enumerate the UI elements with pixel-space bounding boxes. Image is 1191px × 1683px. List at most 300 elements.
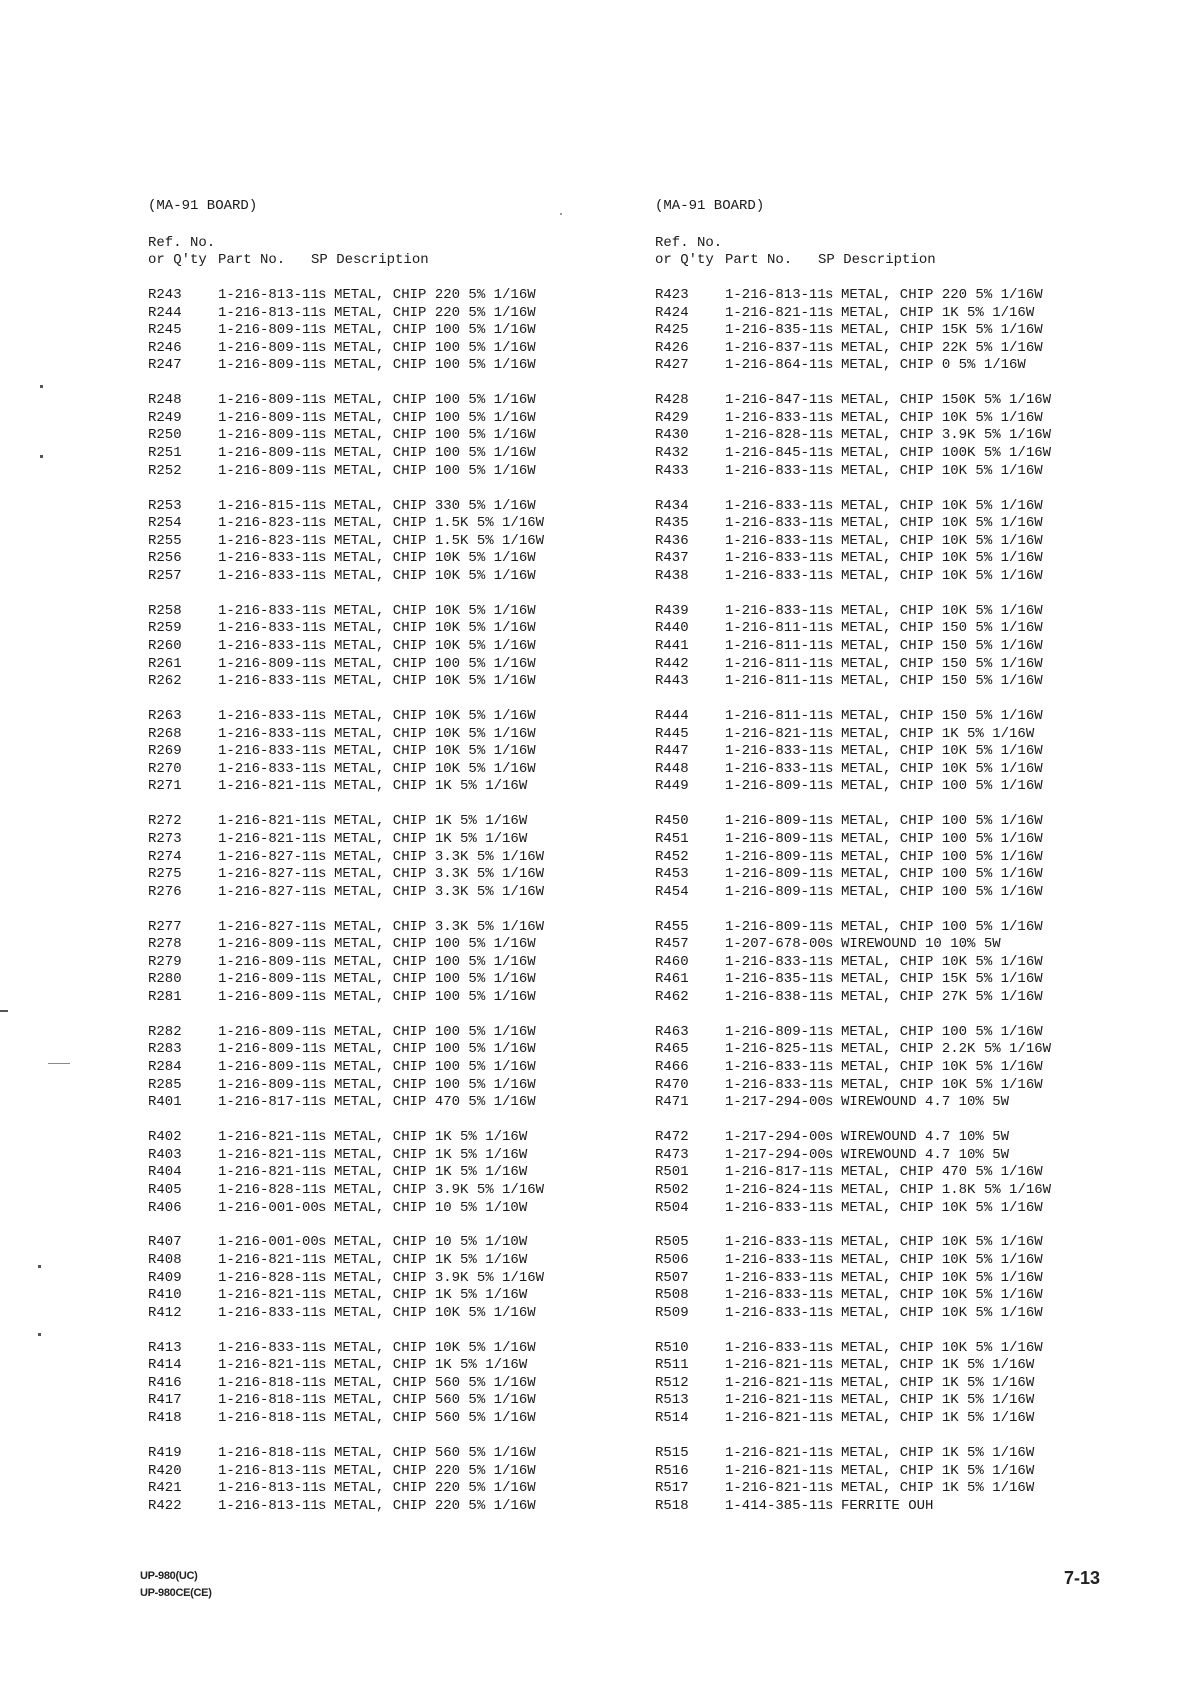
parts-row — [655, 936, 1075, 954]
ref-number: R412 — [148, 1304, 182, 1321]
part-number: 1-216-001-00 — [218, 1234, 319, 1251]
parts-group — [655, 392, 1075, 480]
part-number: 1-216-823-11 — [218, 532, 319, 549]
part-description: METAL, CHIP 220 5% 1/16W — [334, 1497, 536, 1514]
part-description: METAL, CHIP 0 5% 1/16W — [841, 357, 1026, 374]
ref-number: R243 — [148, 287, 182, 303]
parts-row — [148, 445, 568, 463]
ref-number: R454 — [655, 883, 689, 900]
part-number: 1-216-821-11 — [725, 304, 826, 321]
sp-mark: s — [825, 988, 834, 1005]
sp-mark: s — [825, 357, 834, 374]
part-description: METAL, CHIP 100 5% 1/16W — [334, 462, 536, 479]
part-number: 1-216-821-11 — [218, 1251, 319, 1268]
parts-row — [148, 1305, 568, 1323]
part-description: WIREWOUND 4.7 10% 5W — [841, 1146, 1010, 1163]
sp-mark: s — [318, 936, 327, 953]
part-description: METAL, CHIP 470 5% 1/16W — [841, 1164, 1043, 1181]
parts-row — [655, 463, 1075, 481]
sp-mark: s — [318, 637, 327, 654]
parts-row — [655, 392, 1075, 410]
ref-number: R425 — [655, 322, 689, 339]
part-number: 1-216-809-11 — [218, 339, 319, 356]
part-description: WIREWOUND 4.7 10% 5W — [841, 1129, 1010, 1146]
parts-row — [655, 498, 1075, 516]
sp-mark: s — [318, 778, 327, 795]
parts-row — [148, 1077, 568, 1095]
sp-mark: s — [825, 1339, 834, 1356]
ref-number: R257 — [148, 567, 182, 584]
part-number: 1-216-835-11 — [725, 322, 826, 339]
part-description: METAL, CHIP 10 5% 1/10W — [334, 1234, 528, 1251]
part-description: METAL, CHIP 1K 5% 1/16W — [841, 1374, 1035, 1391]
parts-row — [655, 1252, 1075, 1270]
model-number-ce: UP-980CE(CE) — [140, 1587, 212, 1599]
part-description: METAL, CHIP 1K 5% 1/16W — [841, 304, 1035, 321]
parts-row — [148, 498, 568, 516]
part-description: METAL, CHIP 10K 5% 1/16W — [334, 1339, 536, 1356]
part-number: 1-216-818-11 — [218, 1374, 319, 1391]
parts-row — [655, 1024, 1075, 1042]
sp-mark: s — [318, 1287, 327, 1304]
sp-mark: s — [825, 760, 834, 777]
ref-number: R263 — [148, 708, 182, 725]
part-number: 1-216-837-11 — [725, 339, 826, 356]
sp-mark: s — [825, 1374, 834, 1391]
ref-number: R268 — [148, 725, 182, 742]
ref-number: R420 — [148, 1462, 182, 1479]
parts-row — [148, 322, 568, 340]
part-description: METAL, CHIP 1.5K 5% 1/16W — [334, 532, 545, 549]
sp-mark: s — [825, 1444, 834, 1461]
sp-mark: s — [318, 1199, 327, 1216]
parts-row — [655, 1305, 1075, 1323]
parts-row — [655, 620, 1075, 638]
part-number: 1-216-809-11 — [725, 813, 826, 830]
part-description: METAL, CHIP 150 5% 1/16W — [841, 708, 1043, 725]
sp-mark: s — [318, 1234, 327, 1251]
ref-number: R244 — [148, 304, 182, 321]
sp-mark: s — [318, 567, 327, 584]
parts-row — [148, 673, 568, 691]
part-description: METAL, CHIP 100 5% 1/16W — [841, 883, 1043, 900]
part-description: METAL, CHIP 150K 5% 1/16W — [841, 392, 1052, 409]
part-description: METAL, CHIP 10K 5% 1/16W — [334, 620, 536, 637]
ref-number: R444 — [655, 708, 689, 725]
ref-number: R451 — [655, 830, 689, 847]
ref-number: R275 — [148, 866, 182, 883]
parts-row — [655, 919, 1075, 937]
sp-mark: s — [825, 1287, 834, 1304]
part-number: 1-216-809-11 — [218, 1059, 319, 1076]
sp-mark: s — [825, 725, 834, 742]
model-number-uc: UP-980(UC) — [140, 1570, 198, 1582]
part-description: METAL, CHIP 100 5% 1/16W — [334, 392, 536, 409]
ref-number: R507 — [655, 1269, 689, 1286]
part-description: METAL, CHIP 1K 5% 1/16W — [334, 1251, 528, 1268]
part-description: METAL, CHIP 560 5% 1/16W — [334, 1444, 536, 1461]
parts-row — [148, 603, 568, 621]
part-number: 1-216-809-11 — [725, 830, 826, 847]
sp-mark: s — [825, 322, 834, 339]
part-number: 1-216-809-11 — [218, 409, 319, 426]
ref-number: R473 — [655, 1146, 689, 1163]
part-description: METAL, CHIP 3.3K 5% 1/16W — [334, 883, 545, 900]
parts-row — [148, 1182, 568, 1200]
part-number: 1-216-833-11 — [725, 515, 826, 532]
parts-row — [655, 849, 1075, 867]
part-number: 1-216-845-11 — [725, 445, 826, 462]
part-description: METAL, CHIP 100 5% 1/16W — [841, 778, 1043, 795]
sp-mark: s — [318, 1480, 327, 1497]
ref-number: R418 — [148, 1410, 182, 1427]
sp-mark: s — [825, 1497, 834, 1514]
part-description: METAL, CHIP 100 5% 1/16W — [841, 830, 1043, 847]
ref-number: R428 — [655, 392, 689, 409]
ref-number: R504 — [655, 1199, 689, 1216]
ref-number: R261 — [148, 655, 182, 672]
header-description: SP Description — [311, 252, 429, 268]
sp-mark: s — [825, 1357, 834, 1374]
ref-number: R447 — [655, 743, 689, 760]
sp-mark: s — [318, 1269, 327, 1286]
part-description: METAL, CHIP 3.9K 5% 1/16W — [841, 427, 1052, 444]
sp-mark: s — [825, 866, 834, 883]
sp-mark: s — [825, 602, 834, 619]
part-number: 1-216-809-11 — [725, 848, 826, 865]
parts-row — [148, 620, 568, 638]
ref-number: R462 — [655, 988, 689, 1005]
part-number: 1-216-813-11 — [725, 287, 826, 303]
sp-mark: s — [318, 462, 327, 479]
ref-number: R249 — [148, 409, 182, 426]
scan-speck — [38, 1333, 41, 1336]
parts-row — [148, 1094, 568, 1112]
part-number: 1-216-811-11 — [725, 673, 826, 690]
part-number: 1-216-833-11 — [725, 1199, 826, 1216]
sp-mark: s — [825, 1480, 834, 1497]
parts-row — [148, 463, 568, 481]
parts-group — [148, 813, 568, 901]
parts-row — [655, 340, 1075, 358]
sp-mark: s — [318, 655, 327, 672]
ref-number: R413 — [148, 1339, 182, 1356]
ref-number: R282 — [148, 1023, 182, 1040]
parts-row — [148, 884, 568, 902]
part-number: 1-216-823-11 — [218, 515, 319, 532]
part-number: 1-216-815-11 — [218, 497, 319, 514]
ref-number: R409 — [148, 1269, 182, 1286]
parts-group — [148, 919, 568, 1007]
sp-mark: s — [825, 708, 834, 725]
part-number: 1-216-821-11 — [218, 1357, 319, 1374]
part-description: METAL, CHIP 220 5% 1/16W — [334, 1462, 536, 1479]
sp-mark: s — [825, 1059, 834, 1076]
sp-mark: s — [825, 883, 834, 900]
part-description: METAL, CHIP 100K 5% 1/16W — [841, 445, 1052, 462]
ref-number: R445 — [655, 725, 689, 742]
part-number: 1-216-835-11 — [725, 971, 826, 988]
ref-number: R254 — [148, 515, 182, 532]
part-description: METAL, CHIP 10K 5% 1/16W — [841, 1339, 1043, 1356]
sp-mark: s — [318, 445, 327, 462]
sp-mark: s — [318, 883, 327, 900]
ref-number: R278 — [148, 936, 182, 953]
parts-row — [148, 357, 568, 375]
part-description: METAL, CHIP 3.9K 5% 1/16W — [334, 1269, 545, 1286]
ref-number: R514 — [655, 1410, 689, 1427]
part-number: 1-216-809-11 — [725, 883, 826, 900]
part-number: 1-216-833-11 — [218, 1304, 319, 1321]
part-description: WIREWOUND 10 10% 5W — [841, 936, 1001, 953]
ref-number: R256 — [148, 550, 182, 567]
parts-row — [655, 743, 1075, 761]
sp-mark: s — [825, 567, 834, 584]
parts-row — [148, 1147, 568, 1165]
sp-mark: s — [825, 953, 834, 970]
parts-row — [148, 550, 568, 568]
parts-row — [655, 1129, 1075, 1147]
ref-number: R436 — [655, 532, 689, 549]
part-number: 1-216-821-11 — [725, 1480, 826, 1497]
sp-mark: s — [825, 1023, 834, 1040]
parts-row — [655, 550, 1075, 568]
part-number: 1-216-833-11 — [725, 409, 826, 426]
part-description: METAL, CHIP 1K 5% 1/16W — [841, 1410, 1035, 1427]
part-number: 1-216-833-11 — [218, 760, 319, 777]
parts-group — [655, 498, 1075, 586]
ref-number: R438 — [655, 567, 689, 584]
parts-row — [655, 1234, 1075, 1252]
parts-group — [655, 1234, 1075, 1322]
part-description: METAL, CHIP 1.5K 5% 1/16W — [334, 515, 545, 532]
sp-mark: s — [318, 1181, 327, 1198]
sp-mark: s — [318, 866, 327, 883]
sp-mark: s — [825, 637, 834, 654]
part-number: 1-216-809-11 — [218, 322, 319, 339]
part-number: 1-216-821-11 — [725, 1357, 826, 1374]
part-description: METAL, CHIP 560 5% 1/16W — [334, 1374, 536, 1391]
parts-row — [655, 568, 1075, 586]
parts-row — [148, 971, 568, 989]
parts-row — [655, 954, 1075, 972]
parts-row — [148, 410, 568, 428]
part-description: METAL, CHIP 1K 5% 1/16W — [841, 1357, 1035, 1374]
part-description: FERRITE OUH — [841, 1497, 934, 1514]
ref-number: R260 — [148, 637, 182, 654]
sp-mark: s — [825, 532, 834, 549]
part-number: 1-216-809-11 — [218, 427, 319, 444]
part-description: METAL, CHIP 1K 5% 1/16W — [334, 1164, 528, 1181]
ref-number: R252 — [148, 462, 182, 479]
sp-mark: s — [825, 1041, 834, 1058]
part-description: METAL, CHIP 10K 5% 1/16W — [334, 743, 536, 760]
part-description: METAL, CHIP 100 5% 1/16W — [334, 1023, 536, 1040]
part-description: METAL, CHIP 1K 5% 1/16W — [841, 725, 1035, 742]
header-ref-line1: Ref. No. — [655, 235, 723, 251]
part-number: 1-216-809-11 — [218, 655, 319, 672]
parts-row — [148, 1480, 568, 1498]
sp-mark: s — [825, 1251, 834, 1268]
sp-mark: s — [318, 743, 327, 760]
parts-group — [655, 1024, 1075, 1112]
sp-mark: s — [318, 1146, 327, 1163]
part-description: METAL, CHIP 10K 5% 1/16W — [841, 743, 1043, 760]
board-label: (MA-91 BOARD) — [148, 198, 258, 214]
part-description: METAL, CHIP 10 5% 1/10W — [334, 1199, 528, 1216]
part-number: 1-216-813-11 — [218, 287, 319, 303]
part-description: METAL, CHIP 1K 5% 1/16W — [841, 1392, 1035, 1409]
part-description: METAL, CHIP 220 5% 1/16W — [334, 1480, 536, 1497]
sp-mark: s — [825, 550, 834, 567]
ref-number: R272 — [148, 813, 182, 830]
part-number: 1-216-809-11 — [218, 936, 319, 953]
ref-number: R253 — [148, 497, 182, 514]
parts-row — [148, 831, 568, 849]
ref-number: R255 — [148, 532, 182, 549]
part-number: 1-216-828-11 — [218, 1181, 319, 1198]
part-number: 1-216-821-11 — [218, 813, 319, 830]
parts-row — [148, 340, 568, 358]
ref-number: R404 — [148, 1164, 182, 1181]
part-number: 1-216-809-11 — [218, 1023, 319, 1040]
sp-mark: s — [318, 1094, 327, 1111]
part-number: 1-216-821-11 — [218, 1129, 319, 1146]
part-description: METAL, CHIP 10K 5% 1/16W — [841, 602, 1043, 619]
parts-row — [655, 1463, 1075, 1481]
sp-mark: s — [318, 1023, 327, 1040]
part-description: METAL, CHIP 10K 5% 1/16W — [841, 515, 1043, 532]
part-description: METAL, CHIP 10K 5% 1/16W — [334, 673, 536, 690]
ref-number: R285 — [148, 1076, 182, 1093]
parts-row — [655, 533, 1075, 551]
ref-number: R441 — [655, 637, 689, 654]
part-number: 1-216-833-11 — [218, 637, 319, 654]
parts-group — [655, 1129, 1075, 1217]
header-ref-line2: or Q'ty — [655, 252, 714, 268]
sp-mark: s — [318, 830, 327, 847]
parts-group — [655, 708, 1075, 796]
part-description: METAL, CHIP 1K 5% 1/16W — [841, 1480, 1035, 1497]
parts-row — [148, 866, 568, 884]
part-description: METAL, CHIP 1K 5% 1/16W — [841, 1462, 1035, 1479]
part-description: METAL, CHIP 10K 5% 1/16W — [841, 1304, 1043, 1321]
part-description: METAL, CHIP 10K 5% 1/16W — [334, 708, 536, 725]
parts-group — [148, 1234, 568, 1322]
ref-number: R271 — [148, 778, 182, 795]
part-number: 1-216-833-11 — [725, 1059, 826, 1076]
parts-row — [148, 708, 568, 726]
part-number: 1-217-294-00 — [725, 1094, 826, 1111]
part-number: 1-216-827-11 — [218, 866, 319, 883]
parts-group — [148, 287, 568, 375]
ref-number: R283 — [148, 1041, 182, 1058]
parts-row — [655, 778, 1075, 796]
part-number: 1-216-809-11 — [218, 988, 319, 1005]
sp-mark: s — [825, 778, 834, 795]
part-number: 1-216-818-11 — [218, 1444, 319, 1461]
parts-row — [655, 1375, 1075, 1393]
ref-number: R433 — [655, 462, 689, 479]
part-description: METAL, CHIP 100 5% 1/16W — [841, 1023, 1043, 1040]
sp-mark: s — [318, 357, 327, 374]
part-description: METAL, CHIP 150 5% 1/16W — [841, 637, 1043, 654]
parts-group — [148, 392, 568, 480]
scan-speck — [40, 385, 43, 388]
sp-mark: s — [318, 1304, 327, 1321]
parts-group — [148, 1340, 568, 1428]
sp-mark: s — [318, 918, 327, 935]
ref-number: R449 — [655, 778, 689, 795]
sp-mark: s — [825, 620, 834, 637]
part-number: 1-217-294-00 — [725, 1146, 826, 1163]
part-description: METAL, CHIP 10K 5% 1/16W — [841, 760, 1043, 777]
sp-mark: s — [318, 602, 327, 619]
part-number: 1-216-811-11 — [725, 620, 826, 637]
part-description: METAL, CHIP 1K 5% 1/16W — [334, 813, 528, 830]
ref-number: R248 — [148, 392, 182, 409]
parts-row — [655, 866, 1075, 884]
parts-row — [148, 778, 568, 796]
ref-number: R509 — [655, 1304, 689, 1321]
ref-number: R416 — [148, 1374, 182, 1391]
part-number: 1-216-818-11 — [218, 1410, 319, 1427]
part-number: 1-216-827-11 — [218, 848, 319, 865]
parts-row — [655, 1270, 1075, 1288]
part-description: METAL, CHIP 100 5% 1/16W — [334, 1059, 536, 1076]
part-number: 1-216-833-11 — [725, 550, 826, 567]
part-description: METAL, CHIP 1.8K 5% 1/16W — [841, 1181, 1052, 1198]
parts-row — [148, 1375, 568, 1393]
part-description: METAL, CHIP 560 5% 1/16W — [334, 1410, 536, 1427]
part-number: 1-216-821-11 — [725, 1462, 826, 1479]
part-description: METAL, CHIP 10K 5% 1/16W — [841, 532, 1043, 549]
ref-number: R442 — [655, 655, 689, 672]
ref-number: R279 — [148, 953, 182, 970]
parts-row — [148, 1392, 568, 1410]
parts-group — [148, 1024, 568, 1112]
part-number: 1-216-809-11 — [725, 778, 826, 795]
ref-number: R470 — [655, 1076, 689, 1093]
part-description: METAL, CHIP 100 5% 1/16W — [841, 848, 1043, 865]
part-description: METAL, CHIP 100 5% 1/16W — [334, 1076, 536, 1093]
part-description: METAL, CHIP 10K 5% 1/16W — [334, 1304, 536, 1321]
part-number: 1-216-809-11 — [725, 918, 826, 935]
sp-mark: s — [825, 515, 834, 532]
ref-number: R427 — [655, 357, 689, 374]
parts-group — [148, 603, 568, 691]
part-number: 1-216-833-11 — [725, 462, 826, 479]
part-number: 1-216-833-11 — [725, 1269, 826, 1286]
part-number: 1-216-821-11 — [725, 1410, 826, 1427]
ref-number: R245 — [148, 322, 182, 339]
part-description: METAL, CHIP 10K 5% 1/16W — [841, 1199, 1043, 1216]
part-description: METAL, CHIP 15K 5% 1/16W — [841, 971, 1043, 988]
sp-mark: s — [825, 1076, 834, 1093]
part-number: 1-216-809-11 — [218, 462, 319, 479]
sp-mark: s — [318, 515, 327, 532]
part-number: 1-216-847-11 — [725, 392, 826, 409]
sp-mark: s — [825, 971, 834, 988]
part-number: 1-216-809-11 — [218, 1076, 319, 1093]
part-description: METAL, CHIP 10K 5% 1/16W — [841, 409, 1043, 426]
ref-number: R406 — [148, 1199, 182, 1216]
sp-mark: s — [318, 988, 327, 1005]
sp-mark: s — [318, 1251, 327, 1268]
part-number: 1-216-813-11 — [218, 1497, 319, 1514]
header-ref-line1: Ref. No. — [148, 235, 216, 251]
ref-number: R250 — [148, 427, 182, 444]
